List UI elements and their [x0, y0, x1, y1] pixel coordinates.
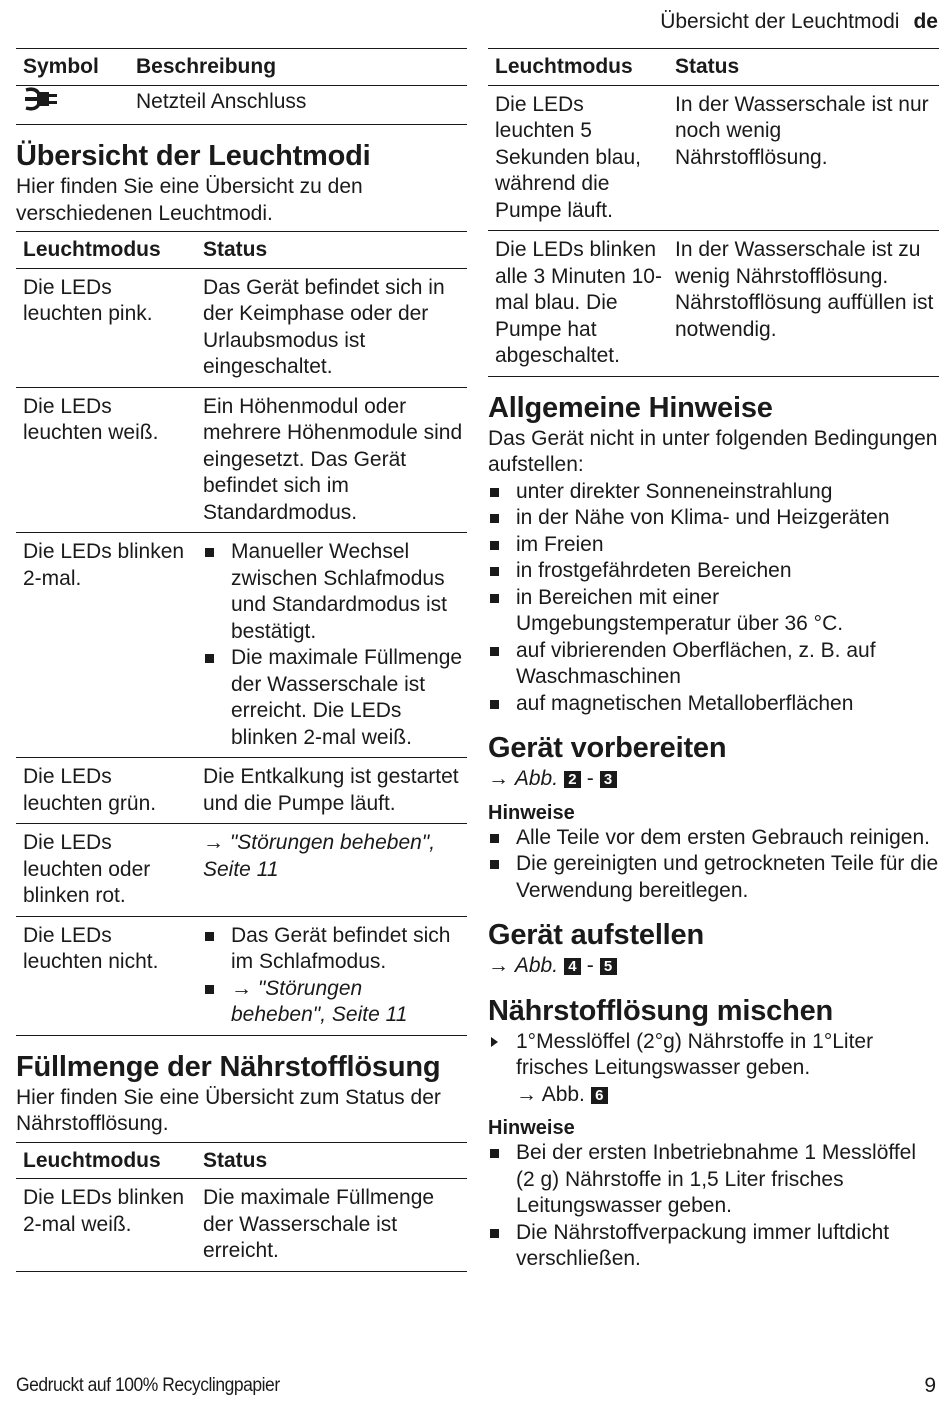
- recycling-note: Gedruckt auf 100% Recyclingpapier: [16, 1375, 280, 1396]
- overview-intro: Hier finden Sie eine Übersicht zu den verschiedenen Leuchtmodi.: [16, 175, 363, 225]
- table-row: [16, 1179, 467, 1272]
- list-item: auf magnetischen Metalloberflächen: [488, 691, 939, 718]
- mode-cell: Die LEDs leuchten weiß.: [23, 394, 159, 444]
- status-cell: Die maximale Füllmenge der Wasserschale ist erreicht.: [203, 1186, 435, 1262]
- light-mode-table: [16, 231, 467, 1036]
- figure-badge[interactable]: 6: [591, 1087, 608, 1104]
- list-item: Die maximale Füllmenge der Wasserschale ist erreicht. Die LEDs blinken 2-mal weiß.: [203, 645, 463, 751]
- table-row: [16, 758, 467, 824]
- status-cell: [196, 916, 467, 1035]
- mix-steps: [488, 1029, 939, 1109]
- left-column: [16, 48, 467, 1272]
- page-number: 9: [924, 1374, 936, 1397]
- table-row: [16, 916, 467, 1035]
- right-column: [488, 48, 939, 1273]
- list-item: in frostgefährdeten Bereichen: [488, 558, 939, 585]
- mix-notes: [488, 1140, 939, 1273]
- figure-badge[interactable]: 5: [600, 958, 617, 975]
- status-header: Status: [668, 49, 939, 86]
- list-item: Manueller Wechsel zwischen Schlafmodus und Standardmodus ist bestätigt.: [203, 539, 463, 645]
- status-cell: In der Wasserschale ist zu wenig Nährstofflösung. Nährstofflösung auffüllen ist notwendig.: [675, 238, 934, 341]
- general-title: Allgemeine Hinweise: [488, 391, 773, 424]
- troubleshooting-link[interactable]: "Störungen beheben", Seite 11: [203, 831, 436, 881]
- status-cell: Ein Höhenmodul oder mehrere Höhenmodule sind eingesetzt. Das Gerät befindet sich im Standardmodus.: [203, 394, 463, 524]
- table-row: [16, 824, 467, 917]
- mode-cell: Die LEDs leuchten nicht.: [23, 923, 159, 973]
- list-item: Das Gerät befindet sich im Schlafmodus.: [203, 923, 463, 976]
- mode-cell: Die LEDs blinken 2-mal.: [23, 540, 185, 590]
- list-item: auf vibrierenden Oberflächen, z. B. auf Waschmaschinen: [488, 638, 939, 691]
- symbol-header: Symbol: [16, 49, 129, 86]
- setup-figure-ref: [488, 953, 939, 980]
- list-item: in der Nähe von Klima- und Heizgeräten: [488, 505, 939, 532]
- mode-cell: Die LEDs leuchten grün.: [23, 765, 157, 815]
- mode-cell: Die LEDs leuchten oder blinken rot.: [23, 831, 151, 907]
- header-section-title: Übersicht der Leuchtmodi: [660, 10, 900, 33]
- figure-label: Abb.: [514, 767, 559, 790]
- figure-badge[interactable]: 4: [564, 958, 581, 975]
- prepare-notes: [488, 825, 939, 905]
- status-cell: Die Entkalkung ist gestartet und die Pumpe läuft.: [203, 765, 459, 815]
- arrow-icon: →: [231, 976, 252, 1000]
- troubleshooting-link[interactable]: "Störungen beheben", Seite 11: [231, 976, 408, 1026]
- list-item: unter direkter Sonneneinstrahlung: [488, 479, 939, 506]
- language-code: de: [913, 10, 938, 33]
- arrow-icon: →: [488, 954, 509, 977]
- general-intro: Das Gerät nicht in unter folgenden Bedingungen aufstellen:: [488, 426, 938, 476]
- prepare-figure-ref: [488, 766, 939, 793]
- figure-label: Abb.: [514, 954, 559, 977]
- plug-description: Netzteil Anschluss: [136, 89, 307, 113]
- figure-label: Abb.: [541, 1082, 585, 1106]
- fill-table-part1: [16, 1142, 467, 1272]
- mode-header: Leuchtmodus: [488, 49, 668, 86]
- fill-intro: Hier finden Sie eine Übersicht zum Status der Nährstofflösung.: [16, 1085, 441, 1135]
- mix-title: Nährstofflösung mischen: [488, 994, 834, 1027]
- status-cell: Das Gerät befindet sich in der Keimphase oder der Urlaubsmodus ist eingeschaltet.: [203, 275, 445, 378]
- power-plug-icon: [23, 86, 59, 120]
- arrow-icon: →: [488, 767, 509, 790]
- table-row: [488, 231, 939, 377]
- mix-note-title: Hinweise: [488, 1117, 575, 1139]
- prepare-note-title: Hinweise: [488, 801, 575, 824]
- range-dash: -: [586, 767, 594, 790]
- arrow-icon: →: [516, 1082, 537, 1106]
- fill-table-part2: [488, 48, 939, 377]
- table-row: [16, 533, 467, 758]
- table-row: [16, 387, 467, 533]
- status-header: Status: [196, 232, 467, 269]
- figure-badge[interactable]: 3: [600, 771, 617, 788]
- general-list: [488, 479, 939, 718]
- figure-badge[interactable]: 2: [564, 771, 581, 788]
- table-row: [16, 85, 467, 125]
- mode-cell: Die LEDs blinken 2-mal weiß.: [23, 1186, 185, 1236]
- step-text: 1°Messlöffel (2°g) Nährstoffe in 1°Liter frisches Leitungswasser geben.: [516, 1029, 874, 1079]
- status-cell: [196, 824, 467, 917]
- list-item: Die Nährstoffverpackung immer luftdicht verschließen.: [488, 1220, 939, 1273]
- list-item: Alle Teile vor dem ersten Gebrauch reinigen.: [488, 825, 939, 852]
- list-item: Bei der ersten Inbetriebnahme 1 Messlöffel (2 g) Nährstoffe in 1,5 Liter frisches Leitungswasser geben.: [488, 1140, 939, 1220]
- mode-header: Leuchtmodus: [16, 1142, 196, 1179]
- table-row: [488, 85, 939, 231]
- step-item: [488, 1029, 939, 1109]
- setup-title: Gerät aufstellen: [488, 919, 704, 951]
- list-item: [203, 976, 463, 1029]
- mode-cell: Die LEDs leuchten 5 Sekunden blau, während die Pumpe läuft.: [495, 92, 641, 222]
- page-header: [660, 9, 938, 36]
- mode-header: Leuchtmodus: [16, 232, 196, 269]
- table-row: [16, 268, 467, 387]
- list-item: im Freien: [488, 532, 939, 559]
- arrow-icon: →: [203, 831, 224, 854]
- range-dash: -: [586, 954, 594, 977]
- prepare-title: Gerät vorbereiten: [488, 732, 727, 764]
- symbol-table: [16, 48, 467, 125]
- mode-cell: Die LEDs leuchten pink.: [23, 275, 153, 325]
- list-item: in Bereichen mit einer Umgebungstemperatur über 36 °C.: [488, 585, 939, 638]
- overview-title: Übersicht der Leuchtmodi: [16, 140, 371, 172]
- status-cell: In der Wasserschale ist nur noch wenig Nährstofflösung.: [675, 92, 929, 169]
- mode-cell: Die LEDs blinken alle 3 Minuten 10-mal blau. Die Pumpe hat abgeschaltet.: [495, 238, 662, 367]
- list-item: Die gereinigten und getrockneten Teile für die Verwendung bereitlegen.: [488, 851, 939, 904]
- status-header: Status: [196, 1142, 467, 1179]
- fill-title: Füllmenge der Nährstofflösung: [16, 1050, 441, 1083]
- status-cell: [196, 533, 467, 758]
- description-header: Beschreibung: [129, 49, 467, 86]
